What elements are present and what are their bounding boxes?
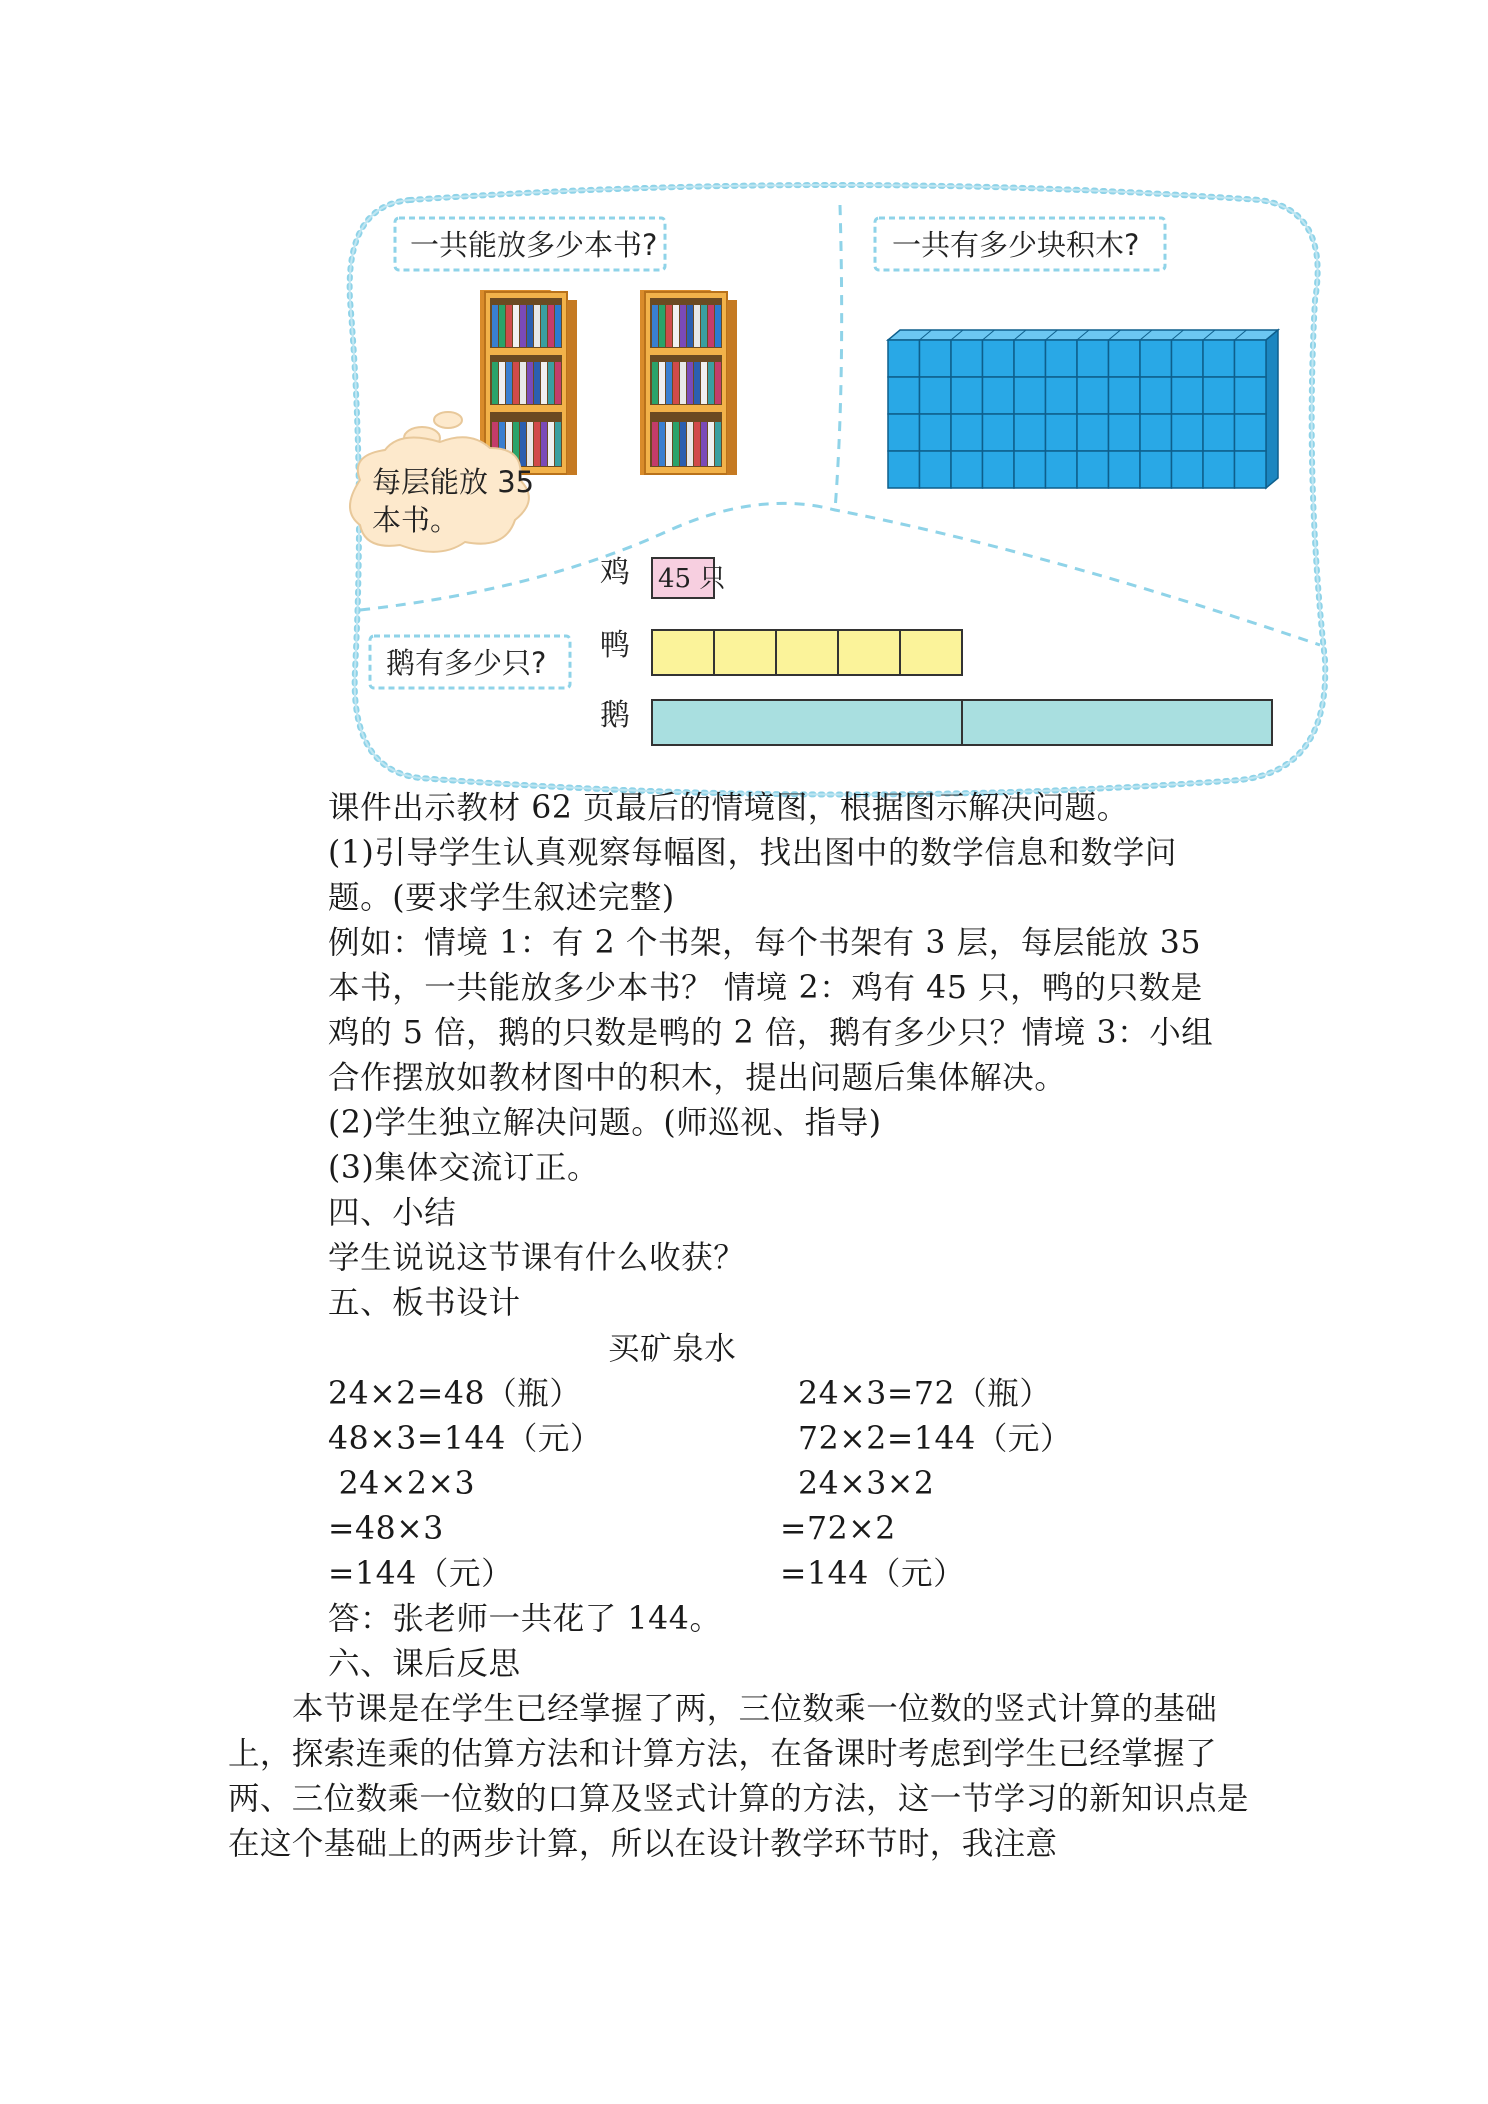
board-left-3: 24×2×3 — [328, 1466, 476, 1502]
line-1: 课件出示教材 62 页最后的情境图，根据图示解决问题。 — [328, 790, 1129, 826]
block-cell — [1109, 414, 1141, 451]
blocks-question: 一共有多少块积木? — [892, 228, 1140, 262]
block-cell — [1203, 414, 1235, 451]
blocks-side-face — [1266, 330, 1278, 488]
line-3: 题。(要求学生叙述完整) — [328, 880, 675, 916]
line-8: (2)学生独立解决问题。(师巡视、指导) — [328, 1105, 882, 1141]
block-cell — [983, 451, 1015, 488]
block-cell — [1046, 414, 1078, 451]
block-cell — [1235, 451, 1267, 488]
heading-summary: 四、小结 — [328, 1195, 457, 1231]
duck-unit — [900, 630, 962, 675]
block-cell — [1077, 377, 1109, 414]
block-cell — [1172, 340, 1204, 377]
block-cell — [1046, 451, 1078, 488]
thought-line-2: 本书。 — [372, 503, 460, 537]
block-cell — [1077, 414, 1109, 451]
block-cell — [920, 414, 952, 451]
chicken-label: 鸡 — [600, 555, 630, 590]
block-cell — [1046, 340, 1078, 377]
situation-illustration — [340, 180, 1330, 800]
duck-unit — [776, 630, 838, 675]
blocks-question-bubble — [875, 218, 1165, 270]
bookshelf-right — [640, 290, 737, 475]
block-cell — [1140, 377, 1172, 414]
block-cell — [920, 377, 952, 414]
board-right-3: 24×3×2 — [798, 1466, 935, 1502]
block-cell — [888, 340, 920, 377]
block-cell — [1109, 377, 1141, 414]
reflection-paragraph: 本节课是在学生已经掌握了两，三位数乘一位数的竖式计算的基础上，探索连乘的估算方法和计算方法，在备课时考虑到学生已经掌握了两、三位数乘一位数的口算及竖式计算的方法，这一节学习的新知识点是在这个基础上的两步计算，所以在设计教学环节时，我注意 — [228, 1691, 1249, 1862]
chicken-value: 45 只 — [658, 564, 726, 594]
block-cell — [888, 414, 920, 451]
bookshelf-question-bubble — [395, 218, 665, 270]
block-cell — [951, 451, 983, 488]
block-cell — [1109, 451, 1141, 488]
block-cell — [1014, 451, 1046, 488]
block-cell — [1140, 414, 1172, 451]
block-cell — [983, 414, 1015, 451]
block-cell — [1203, 451, 1235, 488]
block-cell — [888, 451, 920, 488]
board-left-4: =48×3 — [328, 1511, 444, 1547]
board-left-5: =144（元） — [328, 1556, 514, 1592]
block-cell — [1140, 451, 1172, 488]
block-cell — [1235, 340, 1267, 377]
block-cell — [1203, 377, 1235, 414]
block-cell — [983, 340, 1015, 377]
line-2: (1)引导学生认真观察每幅图，找出图中的数学信息和数学问 — [328, 835, 1177, 871]
block-cell — [920, 451, 952, 488]
answer-line: 答：张老师一共花了 144。 — [328, 1601, 722, 1637]
block-cell — [1014, 377, 1046, 414]
block-cell — [888, 377, 920, 414]
board-right-1: 24×3=72（瓶） — [798, 1376, 1052, 1412]
goose-bar — [652, 700, 1272, 745]
board-right-4: =72×2 — [780, 1511, 896, 1547]
duck-unit — [838, 630, 900, 675]
line-6: 鸡的 5 倍，鹅的只数是鸭的 2 倍，鹅有多少只？情境 3：小组 — [328, 1015, 1214, 1051]
goose-label: 鹅 — [600, 698, 630, 733]
thought-line-1: 每层能放 35 — [372, 465, 535, 499]
block-cell — [1046, 377, 1078, 414]
board-left-2: 48×3=144（元） — [328, 1421, 603, 1457]
board-left-1: 24×2=48（瓶） — [328, 1376, 582, 1412]
block-cell — [1077, 451, 1109, 488]
block-cell — [1235, 377, 1267, 414]
heading-reflection: 六、课后反思 — [328, 1646, 521, 1682]
duck-label: 鸭 — [600, 628, 630, 663]
block-cell — [951, 340, 983, 377]
goose-question-bubble — [370, 636, 570, 688]
block-cell — [983, 377, 1015, 414]
block-cell — [951, 377, 983, 414]
goose-question: 鹅有多少只? — [386, 646, 547, 680]
block-cell — [951, 414, 983, 451]
block-cell — [1014, 414, 1046, 451]
line-11: 学生说说这节课有什么收获？ — [328, 1240, 746, 1276]
duck-unit — [714, 630, 776, 675]
line-7: 合作摆放如教材图中的积木，提出问题后集体解决。 — [328, 1060, 1067, 1096]
block-cell — [1140, 340, 1172, 377]
block-cell — [1109, 340, 1141, 377]
block-cell — [920, 340, 952, 377]
board-right-5: =144（元） — [780, 1556, 966, 1592]
block-cell — [1203, 340, 1235, 377]
goose-segment — [652, 700, 962, 745]
goose-segment — [962, 700, 1272, 745]
line-4: 例如：情境 1：有 2 个书架，每个书架有 3 层，每层能放 35 — [328, 925, 1202, 961]
block-cell — [1172, 377, 1204, 414]
block-cell — [1172, 414, 1204, 451]
line-9: (3)集体交流订正。 — [328, 1150, 600, 1186]
duck-bar — [652, 630, 962, 675]
board-title: 买矿泉水 — [608, 1331, 737, 1367]
line-5: 本书，一共能放多少本书？ 情境 2：鸡有 45 只，鸭的只数是 — [328, 970, 1203, 1006]
block-cell — [1172, 451, 1204, 488]
heading-board: 五、板书设计 — [328, 1285, 521, 1321]
block-cell — [1014, 340, 1046, 377]
building-blocks — [888, 330, 1278, 488]
bookshelf-question: 一共能放多少本书? — [410, 228, 658, 262]
board-right-2: 72×2=144（元） — [798, 1421, 1073, 1457]
duck-unit — [652, 630, 714, 675]
block-cell — [1077, 340, 1109, 377]
block-cell — [1235, 414, 1267, 451]
